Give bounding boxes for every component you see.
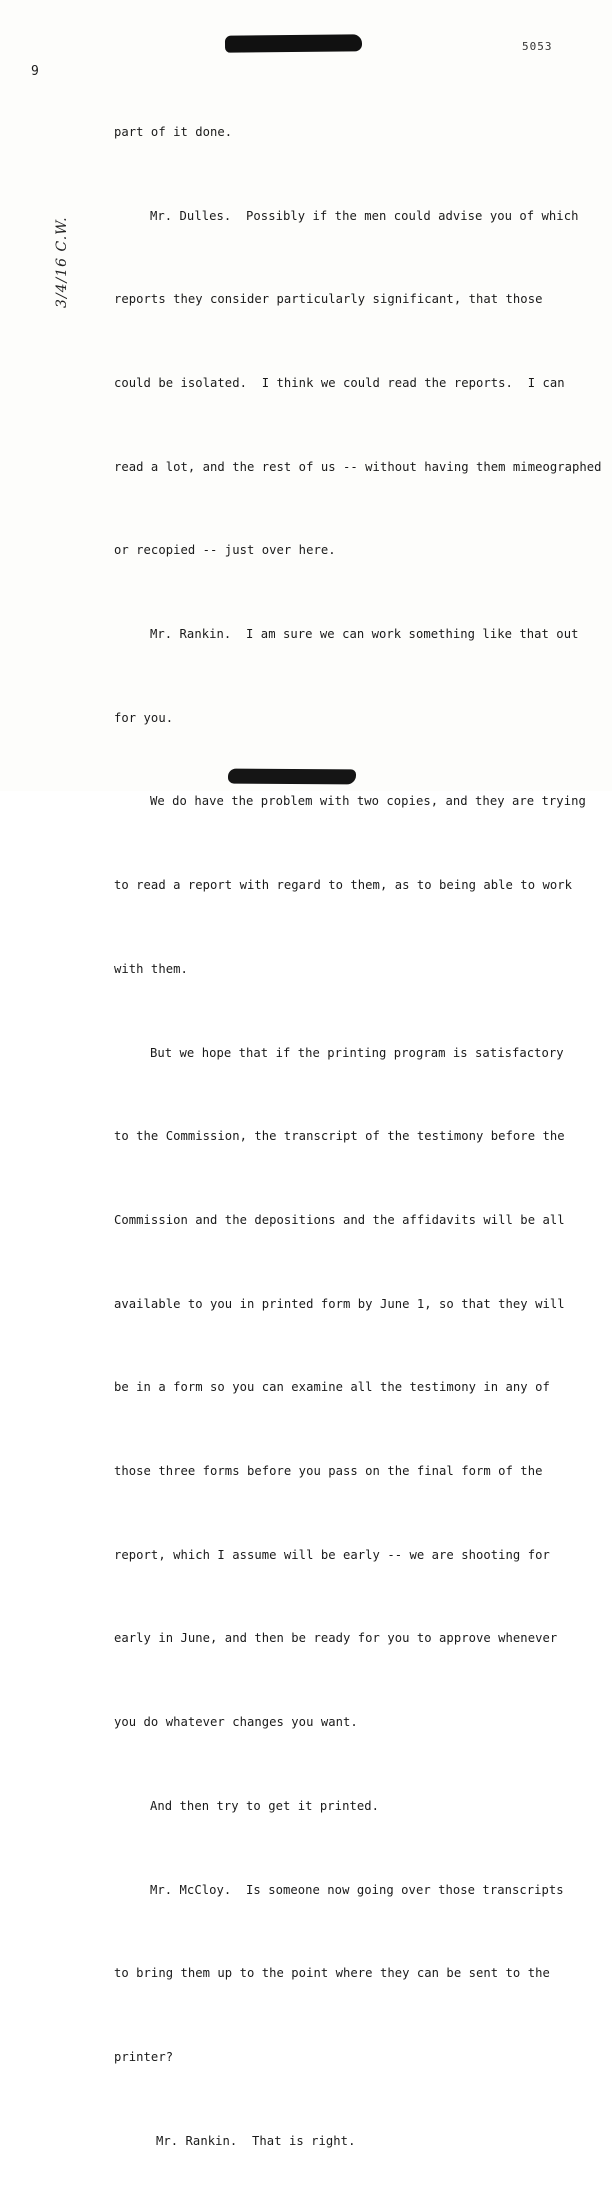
transcript-line: And then try to get it printed. — [150, 1798, 380, 1813]
transcript-line: to read a report with regard to them, as to being able to work — [114, 878, 573, 893]
transcript-line: printer? — [114, 2049, 174, 2064]
handwritten-margin-note: 3/4/16 C.W. — [54, 216, 70, 308]
transcript-line: or recopied -- just over here. — [114, 543, 336, 558]
transcript-line: reports they consider particularly significant, that those — [114, 292, 543, 307]
transcript-line: be in a form so you can examine all the testimony in any of — [114, 1380, 550, 1395]
transcript-line: early in June, and then be ready for you to approve whenever — [114, 1631, 558, 1646]
transcript-line: part of it done. — [114, 124, 233, 139]
transcript-line: Mr. McCloy. Is someone now going over those transcripts — [150, 1882, 564, 1897]
transcript-line: We do have the problem with two copies, and they are trying — [150, 794, 586, 809]
page-number: 5053 — [522, 40, 553, 53]
transcript-body — [114, 63, 602, 2211]
redaction-mark-bottom — [228, 769, 356, 785]
transcript-line: to the Commission, the transcript of the testimony before the — [114, 1129, 565, 1144]
transcript-line: read a lot, and the rest of us -- without having them mimeographed — [114, 459, 602, 474]
transcript-line: report, which I assume will be early -- we are shooting for — [114, 1547, 550, 1562]
transcript-line: Mr. Dulles. Possibly if the men could advise you of which — [150, 208, 579, 223]
transcript-line: for you. — [114, 710, 174, 725]
transcript-line: you do whatever changes you want. — [114, 1715, 358, 1730]
transcript-line: But we hope that if the printing program is satisfactory — [150, 1045, 564, 1060]
transcript-line: available to you in printed form by June 1, so that they will — [114, 1296, 565, 1311]
transcript-line: to bring them up to the point where they can be sent to the — [114, 1966, 550, 1981]
line-number: 9 — [31, 64, 39, 79]
transcript-line: with them. — [114, 961, 188, 976]
transcript-line: Mr. Rankin. That is right. — [156, 2133, 356, 2148]
transcript-line: could be isolated. I think we could read the reports. I can — [114, 375, 565, 390]
redaction-mark-top — [225, 34, 362, 52]
transcript-line: Commission and the depositions and the affidavits will be all — [114, 1212, 565, 1227]
transcript-line: Mr. Rankin. I am sure we can work something like that out — [150, 627, 579, 642]
transcript-line: those three forms before you pass on the final form of the — [114, 1464, 543, 1479]
